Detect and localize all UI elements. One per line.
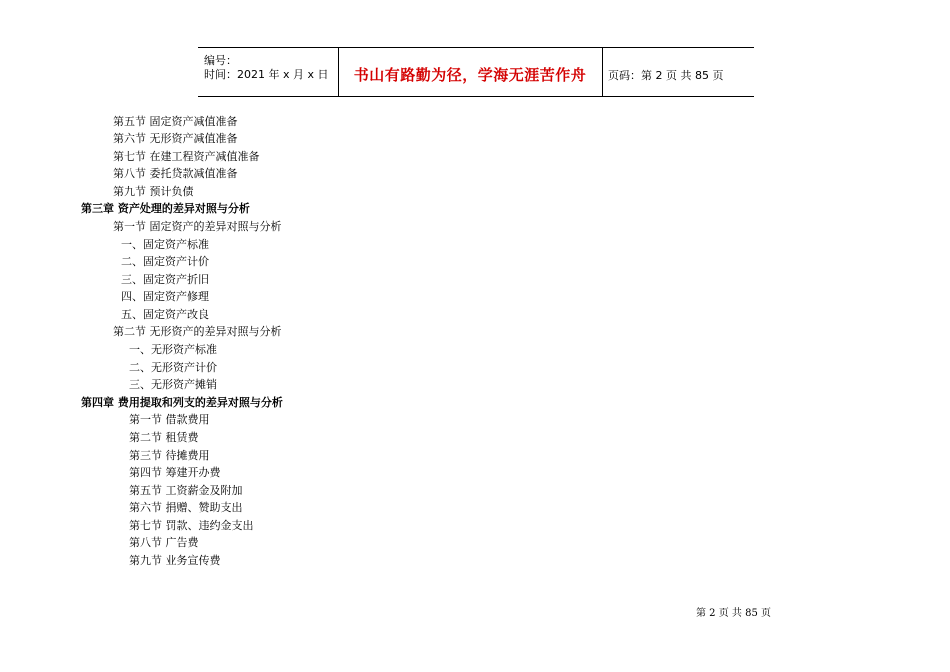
toc-subentry: 三、固定资产折旧: [121, 273, 209, 286]
toc-subentry: 五、固定资产改良: [121, 308, 209, 321]
toc-chapter-heading: 第四章 费用提取和列支的差异对照与分析: [81, 396, 283, 409]
toc-entry: 第八节 广告费: [129, 536, 199, 549]
toc-subentry: 二、固定资产计价: [121, 255, 209, 268]
toc-entry: 第四节 筹建开办费: [129, 466, 221, 479]
toc-entry: 第五节 固定资产减值准备: [113, 115, 238, 128]
page-footer: 第 2 页 共 85 页: [696, 608, 771, 619]
header-motto-cell: [338, 48, 603, 96]
toc-subentry: 四、固定资产修理: [121, 290, 209, 303]
document-time-label: 时间：2021 年 x 月 x 日: [204, 68, 329, 81]
toc-entry: 第七节 在建工程资产减值准备: [113, 150, 260, 163]
header-meta-cell: [198, 48, 339, 96]
toc-entry: 第六节 无形资产减值准备: [113, 132, 238, 145]
toc-entry: 第七节 罚款、违约金支出: [129, 519, 254, 532]
document-id-label: 编号：: [204, 54, 237, 67]
toc-entry: 第三节 待摊费用: [129, 449, 210, 462]
header-page-cell: [603, 48, 754, 96]
toc-entry: 第五节 工资薪金及附加: [129, 484, 243, 497]
toc-entry: 第二节 无形资产的差异对照与分析: [113, 325, 282, 338]
toc-subentry: 三、无形资产摊销: [129, 378, 217, 391]
toc-entry: 第九节 预计负债: [113, 185, 194, 198]
toc-subentry: 二、无形资产计价: [129, 361, 217, 374]
toc-entry: 第一节 借款费用: [129, 413, 210, 426]
header-page-info: 页码：第 2 页 共 85 页: [608, 69, 724, 82]
toc-entry: 第九节 业务宣传费: [129, 554, 221, 567]
toc-subentry: 一、无形资产标准: [129, 343, 217, 356]
toc-entry: 第二节 租赁费: [129, 431, 199, 444]
toc-entry: 第八节 委托贷款减值准备: [113, 167, 238, 180]
document-header: [198, 47, 754, 97]
toc-chapter-heading: 第三章 资产处理的差异对照与分析: [81, 202, 250, 215]
toc-subentry: 一、固定资产标准: [121, 238, 209, 251]
toc-entry: 第一节 固定资产的差异对照与分析: [113, 220, 282, 233]
header-motto: 书山有路勤为径，学海无涯苦作舟: [353, 66, 587, 84]
toc-entry: 第六节 捐赠、赞助支出: [129, 501, 243, 514]
